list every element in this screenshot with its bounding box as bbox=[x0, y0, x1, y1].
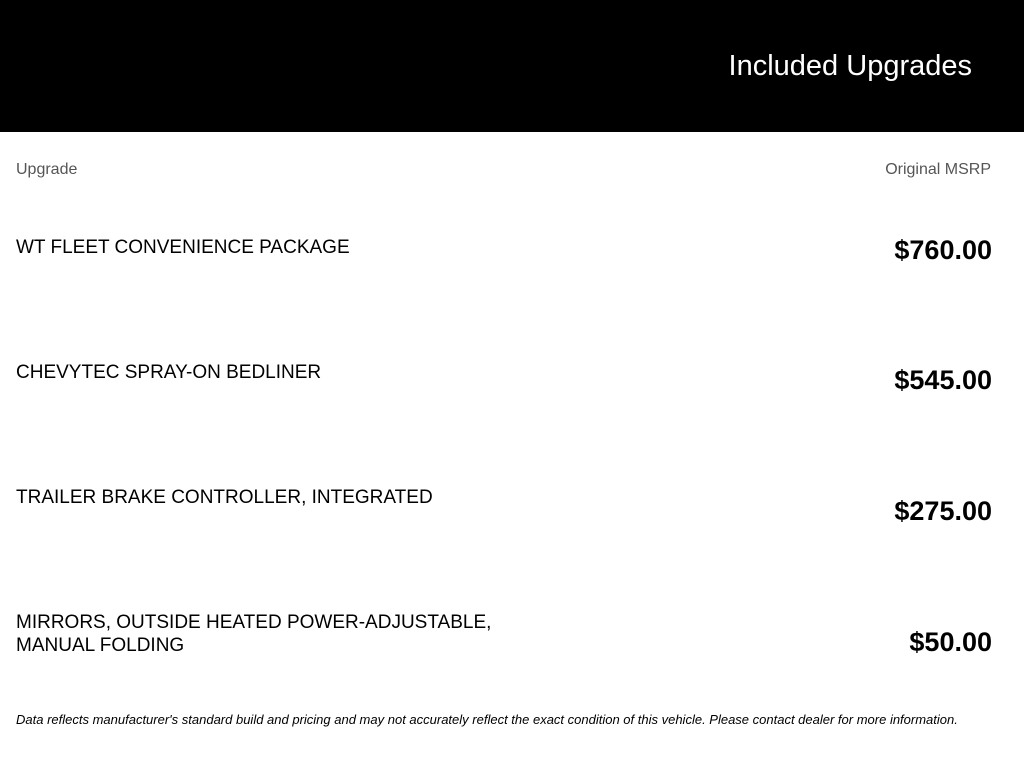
upgrade-price: $275.00 bbox=[894, 496, 992, 526]
upgrade-price: $760.00 bbox=[894, 235, 992, 265]
upgrade-price: $50.00 bbox=[909, 627, 992, 657]
upgrade-name: MIRRORS, OUTSIDE HEATED POWER-ADJUSTABLE, MANUAL FOLDING bbox=[16, 612, 492, 656]
column-header-upgrade: Upgrade bbox=[16, 161, 78, 178]
page-title: Included Upgrades bbox=[728, 50, 972, 82]
upgrade-name: WT FLEET CONVENIENCE PACKAGE bbox=[16, 237, 350, 258]
disclaimer-text: Data reflects manufacturer's standard build and pricing and may not accurately reflect the exact condition of this vehicle. Please contact dealer for more information. bbox=[16, 712, 958, 727]
header-bar bbox=[0, 0, 1024, 132]
column-header-msrp: Original MSRP bbox=[885, 161, 991, 178]
upgrade-price: $545.00 bbox=[894, 365, 992, 395]
upgrade-name: TRAILER BRAKE CONTROLLER, INTEGRATED bbox=[16, 487, 433, 508]
upgrade-name: CHEVYTEC SPRAY-ON BEDLINER bbox=[16, 362, 322, 383]
